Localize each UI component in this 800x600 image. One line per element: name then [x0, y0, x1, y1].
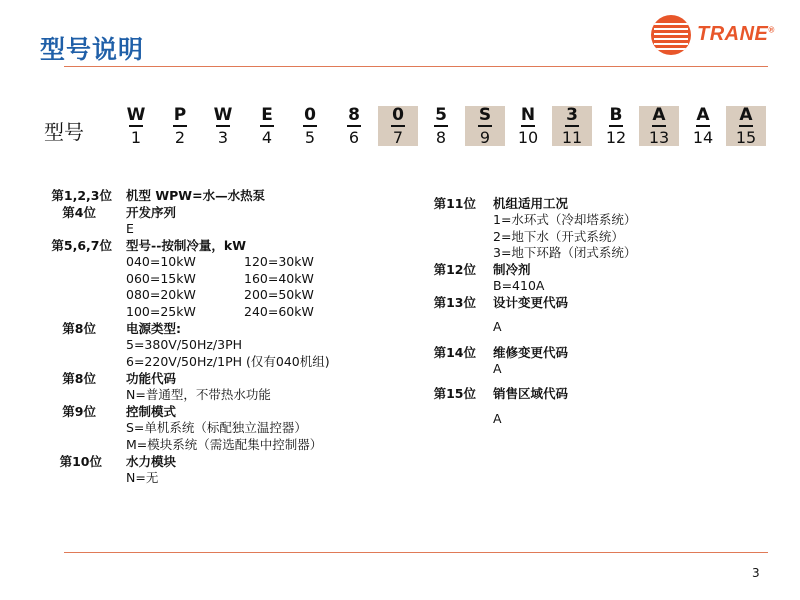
code-letter: S [478, 105, 492, 125]
pos-5-6-7-label: 第5,6,7位 [51, 238, 112, 253]
pos-8-label: 第8位 [62, 321, 96, 336]
pos-10-label: 第10位 [59, 454, 102, 469]
pos-15-line: A [493, 411, 502, 426]
code-position-1 [116, 106, 156, 146]
pos-11-line: 3=地下环路（闭式系统） [493, 245, 637, 260]
code-position-8 [421, 106, 461, 146]
code-underline [434, 125, 448, 127]
pos-14-heading: 维修变更代码 [493, 345, 569, 360]
capacity-cell: 240=60kW [244, 304, 314, 319]
capacity-cell: 200=50kW [244, 287, 314, 302]
code-underline [347, 125, 361, 127]
capacity-cell: 100=25kW [126, 304, 196, 319]
code-underline [521, 125, 535, 127]
code-number: 3 [217, 128, 229, 147]
code-underline [391, 125, 405, 127]
capacity-cell: 060=15kW [126, 271, 196, 286]
pos-1-2-3-text: 机型 WPW=水—水热泵 [126, 188, 266, 203]
pos-12-heading: 制冷剂 [493, 262, 531, 277]
page-title: 型号说明 [40, 35, 145, 64]
code-position-4 [247, 106, 287, 146]
pos-13-line: A [493, 319, 502, 334]
code-number: 10 [517, 128, 539, 147]
code-letter: N [520, 105, 536, 125]
pos-8-line: 6=220V/50Hz/1PH (仅有040机组) [126, 354, 330, 369]
pos-5-6-7-heading: 型号--按制冷量，kW [126, 238, 246, 253]
code-position-9 [465, 106, 505, 146]
code-position-14 [683, 106, 723, 146]
code-underline [129, 125, 143, 127]
code-position-6 [334, 106, 374, 146]
code-letter: A [739, 105, 753, 125]
code-number: 4 [261, 128, 273, 147]
pos-13-label: 第13位 [433, 295, 476, 310]
code-number: 11 [561, 128, 583, 147]
pos-10-heading: 水力模块 [126, 454, 177, 469]
code-underline [260, 125, 274, 127]
trane-logo [651, 15, 775, 57]
code-number: 9 [479, 128, 491, 147]
pos-4-heading: 开发序列 [126, 205, 177, 220]
code-number: 5 [304, 128, 316, 147]
code-letter: 3 [566, 105, 578, 125]
pos-11-heading: 机组适用工况 [493, 196, 569, 211]
code-number: 6 [348, 128, 360, 147]
pos-8b-line: N=普通型，不带热水功能 [126, 387, 271, 402]
pos-9-heading: 控制模式 [126, 404, 177, 419]
code-letter: W [213, 105, 233, 125]
pos-10-line: N=无 [126, 470, 159, 485]
code-position-15 [726, 106, 766, 146]
code-number: 13 [648, 128, 670, 147]
code-letter: A [696, 105, 710, 125]
pos-12-label: 第12位 [433, 262, 476, 277]
code-underline [303, 125, 317, 127]
pos-13-heading: 设计变更代码 [493, 295, 569, 310]
code-number: 12 [605, 128, 627, 147]
pos-11-label: 第11位 [433, 196, 476, 211]
pos-8b-label: 第8位 [62, 371, 96, 386]
pos-12-line: B=410A [493, 278, 545, 293]
code-number: 1 [130, 128, 142, 147]
code-underline [216, 125, 230, 127]
pos-9-label: 第9位 [62, 404, 96, 419]
code-underline [652, 125, 666, 127]
pos-15-label: 第15位 [433, 386, 476, 401]
code-underline [609, 125, 623, 127]
pos-11-line: 1=水环式（冷却塔系统） [493, 212, 637, 227]
code-position-10 [508, 106, 548, 146]
header-divider [64, 66, 768, 67]
code-letter: B [609, 105, 623, 125]
code-position-5 [290, 106, 330, 146]
pos-15-heading: 销售区域代码 [493, 386, 569, 401]
pos-14-line: A [493, 361, 502, 376]
code-number: 15 [735, 128, 757, 147]
code-letter: W [126, 105, 146, 125]
capacity-cell: 120=30kW [244, 254, 314, 269]
page-number: 3 [752, 566, 760, 580]
code-letter: 0 [392, 105, 404, 125]
footer-divider [64, 552, 768, 553]
code-number: 2 [174, 128, 186, 147]
pos-1-2-3-label: 第1,2,3位 [51, 188, 112, 203]
pos-8-line: 5=380V/50Hz/3PH [126, 337, 243, 352]
code-position-3 [203, 106, 243, 146]
code-position-2 [160, 106, 200, 146]
capacity-cell: 080=20kW [126, 287, 196, 302]
code-number: 8 [435, 128, 447, 147]
code-letter: A [652, 105, 666, 125]
pos-8b-heading: 功能代码 [126, 371, 177, 386]
pos-9-line: M=模块系统（需选配集中控制器） [126, 437, 323, 452]
code-position-7 [378, 106, 418, 146]
pos-8-heading: 电源类型: [126, 321, 181, 336]
code-letter: E [261, 105, 273, 125]
code-underline [565, 125, 579, 127]
code-letter: P [173, 105, 187, 125]
code-underline [739, 125, 753, 127]
pos-9-line: S=单机系统（标配独立温控器） [126, 420, 307, 435]
code-underline [173, 125, 187, 127]
capacity-cell: 160=40kW [244, 271, 314, 286]
code-underline [478, 125, 492, 127]
pos-4-value: E [126, 221, 134, 236]
code-number: 7 [392, 128, 404, 147]
code-letter: 0 [304, 105, 316, 125]
code-position-11 [552, 106, 592, 146]
pos-14-label: 第14位 [433, 345, 476, 360]
code-position-13 [639, 106, 679, 146]
pos-4-label: 第4位 [62, 205, 96, 220]
code-number: 14 [692, 128, 714, 147]
code-letter: 8 [348, 105, 360, 125]
model-label: 型号 [44, 120, 84, 144]
capacity-cell: 040=10kW [126, 254, 196, 269]
code-underline [696, 125, 710, 127]
trane-wordmark: TRANE® [697, 23, 775, 45]
code-letter: 5 [435, 105, 447, 125]
trane-logo-icon [651, 15, 691, 55]
code-position-12 [596, 106, 636, 146]
pos-11-line: 2=地下水（开式系统） [493, 229, 624, 244]
